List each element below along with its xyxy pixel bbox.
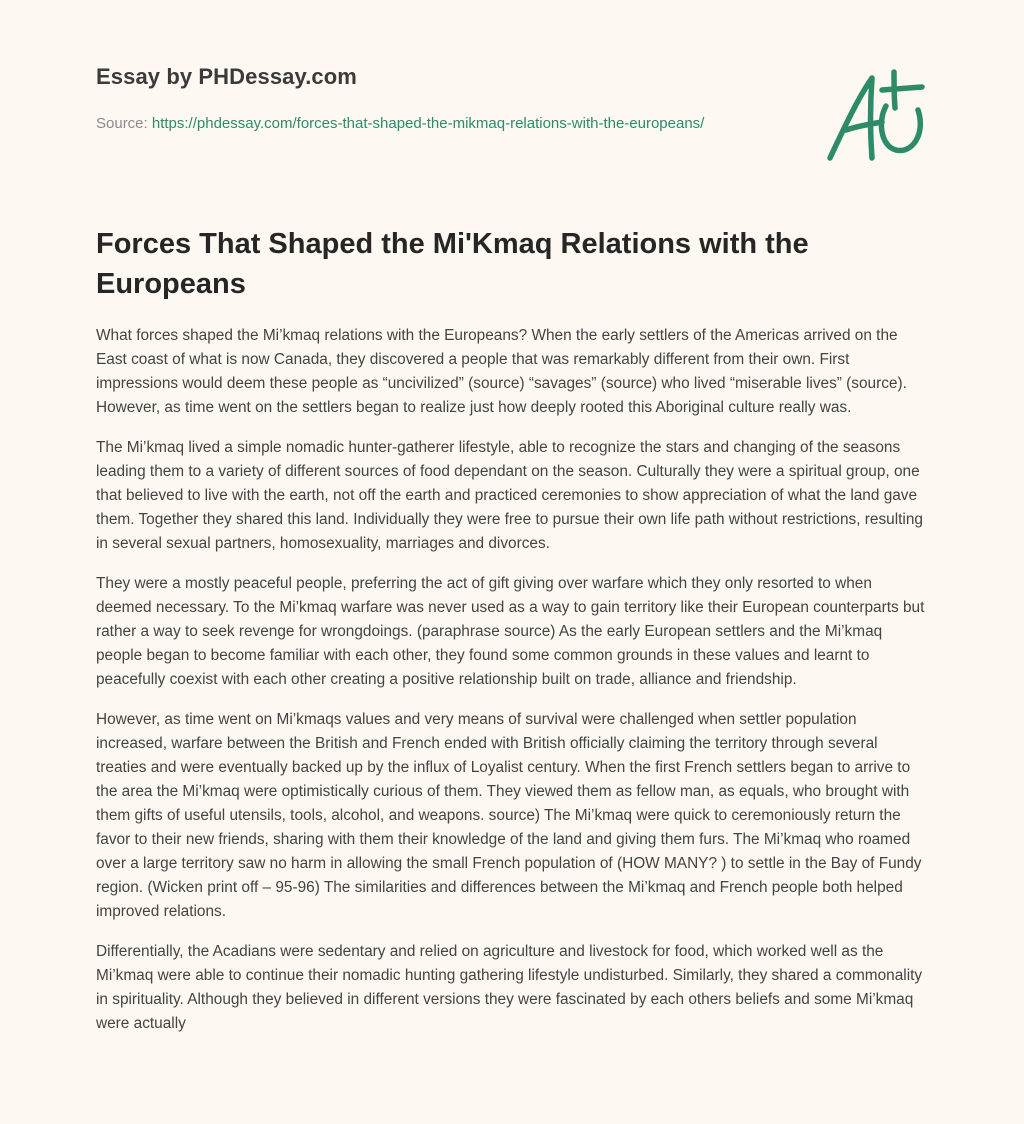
essay-paragraph: What forces shaped the Mi’kmaq relations with the Europeans? When the early settlers of the Americas arrived on the East coast of what is now Canada, they discovered a people that was remarkably different from their own. First impressions would deem these people as “uncivilized” (source) “savages” (source) who lived “miserable lives” (source). However, as time went on the settlers began to realize just how deeply rooted this Aboriginal culture really was. xyxy=(96,327,907,416)
source-line xyxy=(96,112,736,135)
essay-title: Forces That Shaped the Mi'Kmaq Relations with the Europeans xyxy=(96,228,809,300)
site-brand: Essay by PHDessay.com xyxy=(96,64,357,89)
a-plus-logo-icon xyxy=(820,66,932,166)
essay-paragraph: Differentially, the Acadians were sedentary and relied on agriculture and livestock for food, which worked well as the Mi’kmaq were able to continue their nomadic hunting gathering lifestyle undisturbed. Similarly, they shared a commonality in spirituality. Although they believed in different versions they were fascinated by each others beliefs and some Mi’kmaq were actually xyxy=(96,943,923,1032)
source-link[interactable]: https://phdessay.com/forces-that-shaped-the-mikmaq-relations-with-the-europeans/ xyxy=(151,115,705,132)
essay-paragraph: They were a mostly peaceful people, preferring the act of gift giving over warfare which they only resorted to when deemed necessary. To the Mi’kmaq warfare was never used as a way to gain territory like their European counterparts but rather a way to seek revenge for wrongdoings. (paraphrase source) As the early European settlers and the Mi’kmaq people began to become familiar with each other, they found some common grounds in these values and learnt to peacefully coexist with each other creating a positive relationship built on trade, alliance and friendship. xyxy=(96,575,925,688)
essay-paragraph: The Mi’kmaq lived a simple nomadic hunter-gatherer lifestyle, able to recognize the stars and changing of the seasons leading them to a variety of different sources of food dependant on the season. Culturally they were a spiritual group, one that believed to live with the earth, not off the earth and practiced ceremonies to show appreciation of what the land gave them. Together they shared this land. Individually they were free to pursue their own life path without restrictions, resulting in several sexual partners, homosexuality, marriages and divorces. xyxy=(96,439,923,552)
essay-body xyxy=(96,324,928,1052)
essay-paragraph: However, as time went on Mi’kmaqs values and very means of survival were challenged when settler population increased, warfare between the British and French ended with British officially claiming the territory through several treaties and were eventually backed up by the influx of Loyalist century. When the first French settlers began to arrive to the area the Mi’kmaq were optimistically curious of them. They viewed them as fellow man, as equals, who brought with them gifts of useful utensils, tools, alcohol, and weapons. source) The Mi’kmaq were quick to ceremoniously return the favor to their new friends, sharing with them their knowledge of the land and giving them furs. The Mi’kmaq who roamed over a large territory saw no harm in allowing the small French population of (HOW MANY? ) to settle in the Bay of Fundy region. (Wicken print off – 95-96) The similarities and differences between the Mi’kmaq and French people both helped improved relations. xyxy=(96,711,922,920)
source-label: Source: xyxy=(96,115,148,132)
